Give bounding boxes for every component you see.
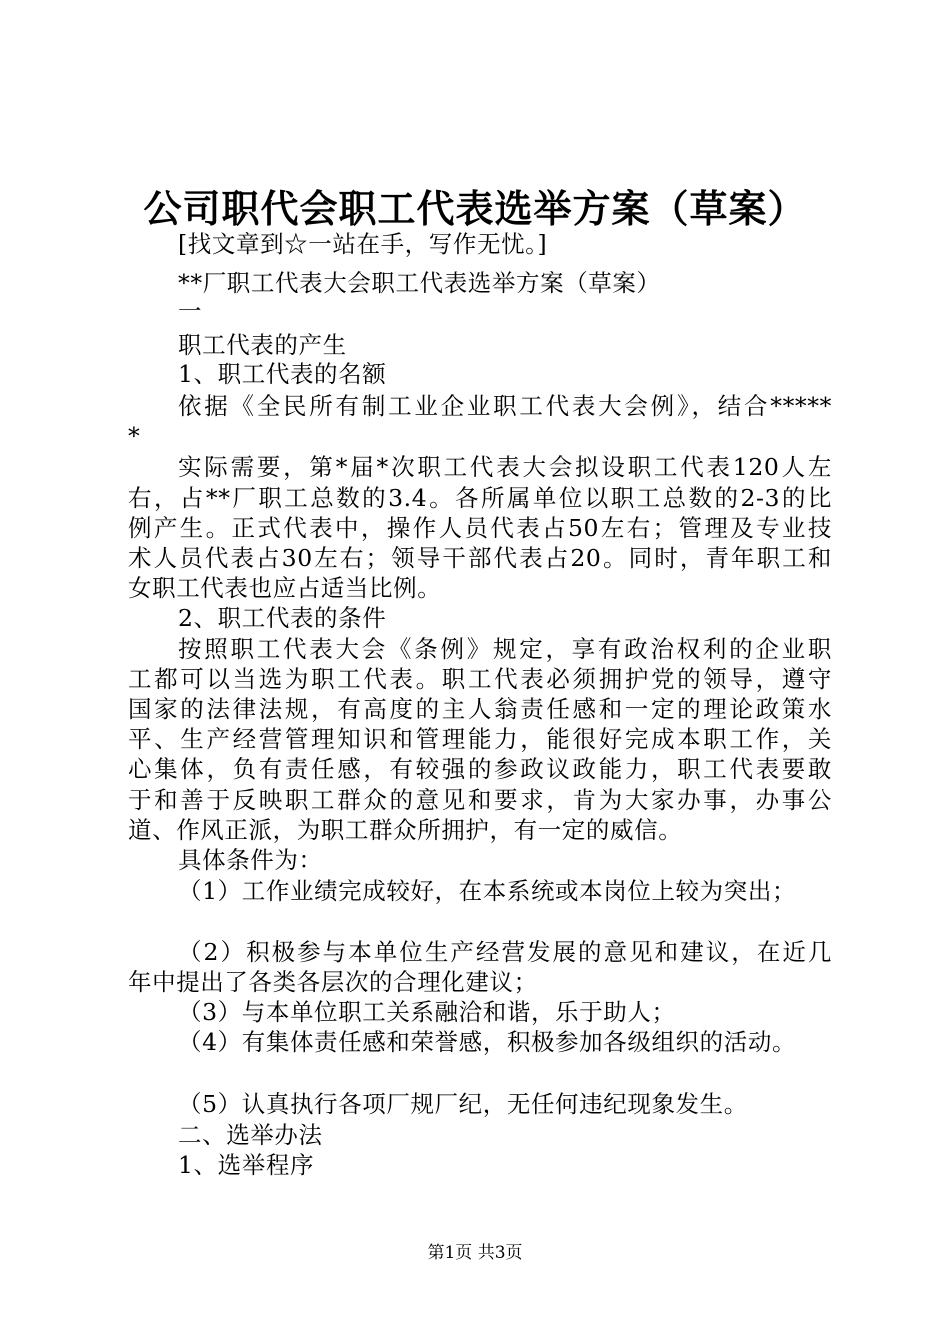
text-line: 按照职工代表大会《条例》规定，享有政治权利的企业职 (178, 635, 832, 663)
list-item: （4）有集体责任感和荣誉感，积极参加各级组织的活动。 (178, 1028, 797, 1056)
text-line: 实际需要，第*届*次职工代表大会拟设职工代表120人左 (178, 453, 832, 481)
section-heading: 二、选举办法 (178, 1121, 323, 1149)
page-number: 第1页 共3页 (427, 1243, 523, 1263)
subsection-heading: 2、职工代表的条件 (178, 604, 387, 632)
text-line: 具体条件为： (178, 846, 323, 874)
text-line: 一 (178, 297, 203, 325)
text-line: [找文章到☆一站在手，写作无忧。] (178, 230, 548, 258)
subsection-heading: 1、选举程序 (178, 1151, 315, 1179)
text-line: 术人员代表占30左右；领导干部代表占20。同时，青年职工和 (128, 544, 832, 572)
text-line: 于和善于反映职工群众的意见和要求，肯为大家办事，办事公 (128, 786, 832, 814)
text-line: 心集体，负有责任感，有较强的参政议政能力，职工代表要敢 (128, 755, 832, 783)
list-item: （3）与本单位职工关系融洽和谐，乐于助人； (178, 998, 676, 1026)
text-line: 工都可以当选为职工代表。职工代表必须拥护党的领导，遵守 (128, 665, 832, 693)
text-line: 国家的法律法规，有高度的主人翁责任感和一定的理论政策水 (128, 695, 832, 723)
text-line: 女职工代表也应占适当比例。 (128, 574, 442, 602)
list-item: （1）工作业绩完成较好，在本系统或本岗位上较为突出； (178, 877, 797, 905)
list-item: 年中提出了各类各层次的合理化建议； (128, 968, 538, 996)
text-line: 依据《全民所有制工业企业职工代表大会例》，结合***** (178, 392, 832, 420)
text-line: 道、作风正派，为职工群众所拥护，有一定的威信。 (128, 816, 683, 844)
text-line: 平、生产经营管理知识和管理能力，能很好完成本职工作，关 (128, 725, 832, 753)
text-line: * (128, 422, 141, 450)
document-title: 公司职代会职工代表选举方案（草案） (143, 186, 807, 231)
list-item: （5）认真执行各项厂规厂纪，无任何违纪现象发生。 (178, 1090, 748, 1118)
list-item: （2）积极参与本单位生产经营发展的意见和建议，在近几 (178, 938, 832, 966)
text-line: **厂职工代表大会职工代表选举方案（草案） (178, 269, 661, 297)
text-line: 右，占**厂职工总数的3.4。各所属单位以职工总数的2-3的比 (128, 484, 832, 512)
text-line: 例产生。正式代表中，操作人员代表占50左右；管理及专业技 (128, 514, 832, 542)
section-heading: 职工代表的产生 (178, 331, 347, 359)
subsection-heading: 1、职工代表的名额 (178, 360, 387, 388)
